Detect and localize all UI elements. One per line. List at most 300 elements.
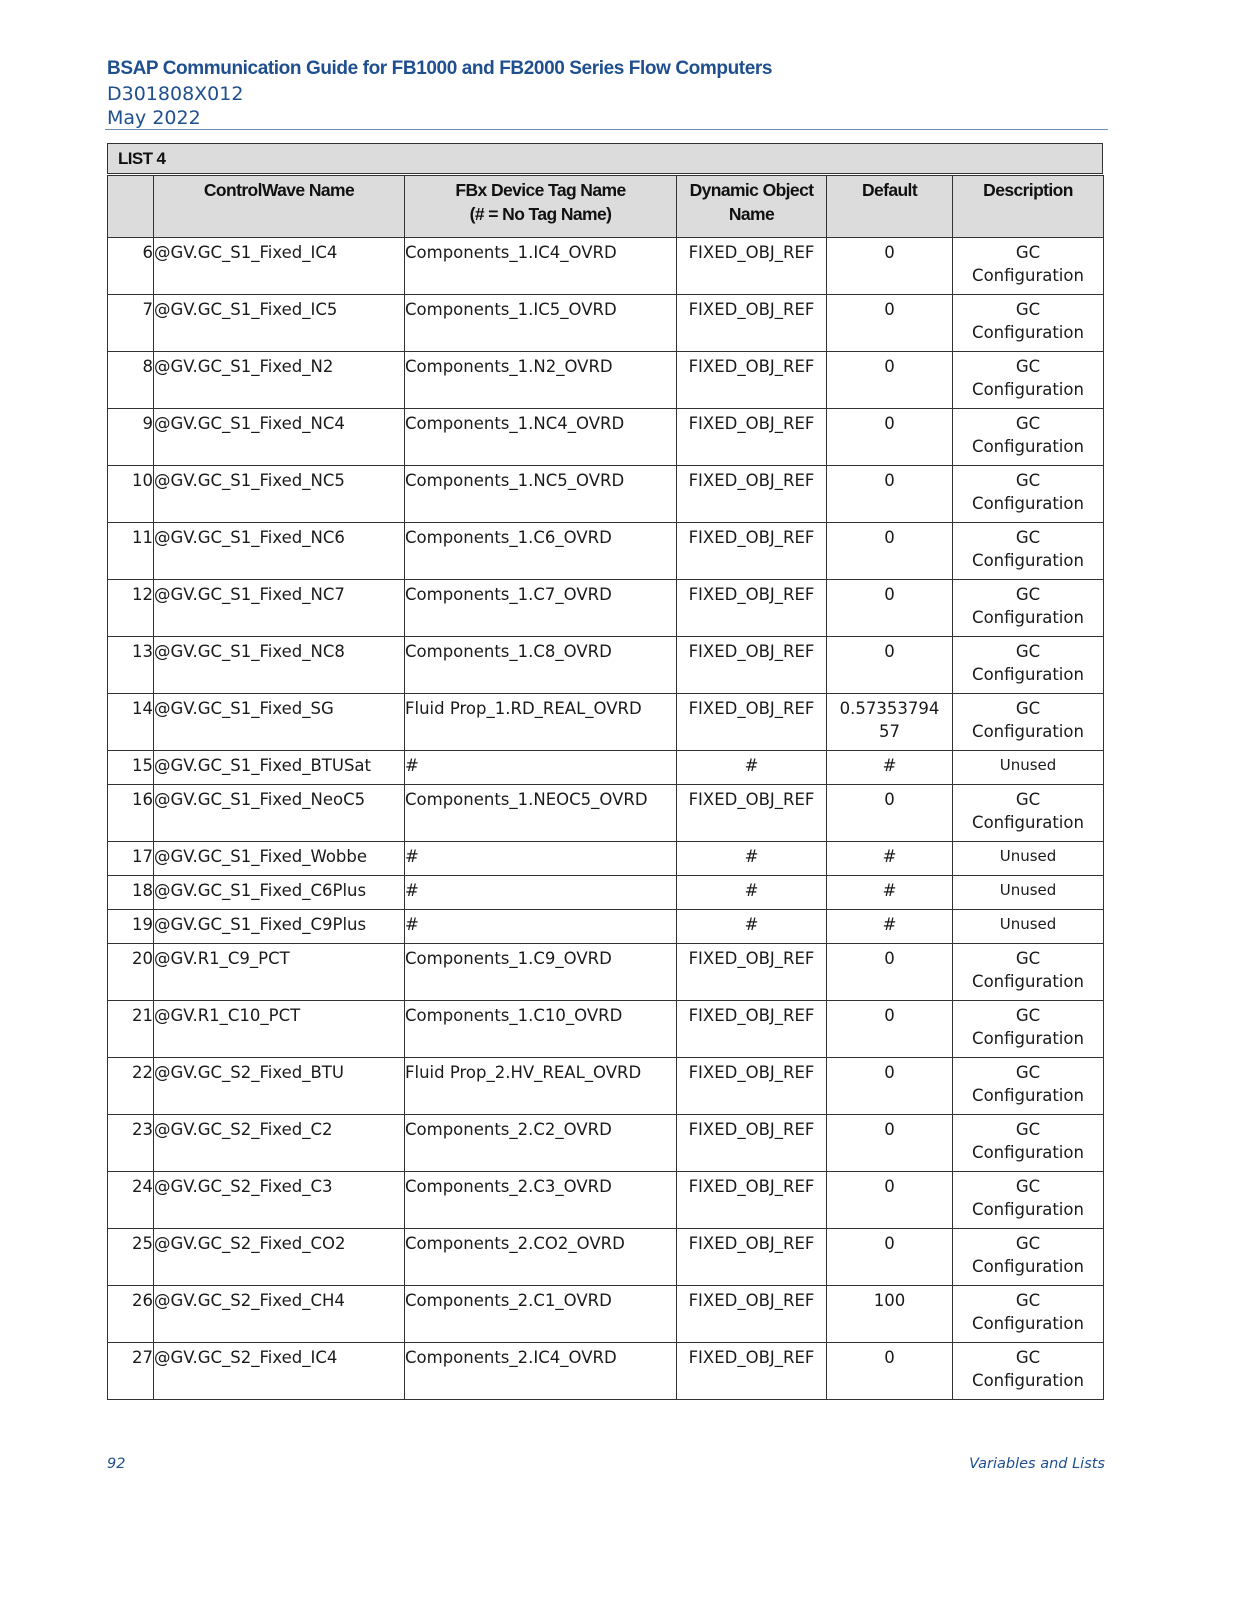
default-value-text: 0 [884,1006,895,1025]
description-text: GC [1015,1291,1041,1310]
default-value-text: # [882,756,897,775]
fbx-tag-name [405,1229,677,1286]
description [953,1229,1104,1286]
row-number-text: 12 [132,585,153,604]
dynamic-object-name-text: FIXED_OBJ_REF [688,1006,815,1025]
fbx-tag-name-text: Components_1.IC4_OVRD [405,243,617,262]
fbx-tag-name [405,523,677,580]
table-row [108,785,1104,842]
description [953,295,1104,352]
description-text: GC [1015,414,1041,433]
controlwave-name-text: @GV.GC_S1_Fixed_N2 [154,357,334,376]
default-value [827,580,953,637]
dynamic-object-name [677,352,827,409]
default-value-text: 0 [884,300,895,319]
fbx-tag-name-text: Components_1.NEOC5_OVRD [405,790,648,809]
controlwave-name [154,1229,405,1286]
dynamic-object-name [677,466,827,523]
row-number-text: 11 [132,528,153,547]
row-number-text: 9 [142,414,153,433]
controlwave-name [154,944,405,1001]
fbx-tag-name-text: Components_1.N2_OVRD [405,357,613,376]
fbx-tag-name-text: Components_2.C2_OVRD [405,1120,612,1139]
row-number [108,238,154,295]
fbx-tag-name [405,238,677,295]
default-value [827,751,953,785]
description [953,238,1104,295]
fbx-tag-name-text: Components_2.IC4_OVRD [405,1348,617,1367]
header-fbx-line2: (# = No Tag Name) [469,204,612,224]
description-text: Configuration [972,813,1084,832]
row-number [108,694,154,751]
description [953,580,1104,637]
controlwave-name [154,910,405,944]
dynamic-object-name-text: FIXED_OBJ_REF [688,790,815,809]
header-num [108,176,154,238]
description [953,637,1104,694]
fbx-tag-name-text: Components_1.NC4_OVRD [405,414,625,433]
dynamic-object-name [677,637,827,694]
description-text: GC [1015,585,1041,604]
header-default [827,176,953,238]
row-number [108,751,154,785]
fbx-tag-name [405,1115,677,1172]
dynamic-object-name-text: FIXED_OBJ_REF [688,1063,815,1082]
description [953,751,1104,785]
description-text: Configuration [972,608,1084,627]
table-row [108,694,1104,751]
row-number-text: 17 [132,847,153,866]
description-text: GC [1015,243,1041,262]
description-text: Configuration [972,323,1084,342]
default-value [827,785,953,842]
row-number [108,1172,154,1229]
variables-table [107,175,1104,1400]
dynamic-object-name-text: FIXED_OBJ_REF [688,1120,815,1139]
description [953,1001,1104,1058]
description-text: Unused [999,881,1057,899]
description [953,694,1104,751]
dynamic-object-name-text: FIXED_OBJ_REF [688,642,815,661]
controlwave-name [154,1343,405,1400]
fbx-tag-name [405,1058,677,1115]
description-text: Configuration [972,1314,1084,1333]
row-number-text: 10 [132,471,153,490]
dynamic-object-name [677,1343,827,1400]
dynamic-object-name [677,1286,827,1343]
table-row [108,523,1104,580]
row-number-text: 23 [132,1120,153,1139]
dynamic-object-name [677,751,827,785]
dynamic-object-name [677,1172,827,1229]
description-text: GC [1015,699,1041,718]
default-value [827,466,953,523]
controlwave-name-text: @GV.GC_S1_Fixed_NC6 [154,528,345,547]
dynamic-object-name-text: FIXED_OBJ_REF [688,528,815,547]
fbx-tag-name [405,842,677,876]
controlwave-name-text: @GV.GC_S1_Fixed_NC7 [154,585,345,604]
controlwave-name-text: @GV.R1_C10_PCT [154,1006,301,1025]
default-value-text: # [882,847,897,866]
table-row [108,409,1104,466]
description-text: GC [1015,1234,1041,1253]
description-text: GC [1015,1006,1041,1025]
row-number-text: 8 [142,357,153,376]
dynamic-object-name [677,1001,827,1058]
dynamic-object-name-text: # [744,756,759,775]
default-value [827,1001,953,1058]
controlwave-name-text: @GV.GC_S1_Fixed_C6Plus [154,881,367,900]
row-number [108,466,154,523]
default-value [827,1343,953,1400]
dynamic-object-name-text: FIXED_OBJ_REF [688,1291,815,1310]
fbx-tag-name-text: Components_1.C10_OVRD [405,1006,623,1025]
description [953,409,1104,466]
controlwave-name-text: @GV.GC_S2_Fixed_IC4 [154,1348,338,1367]
default-value-text: 0 [884,471,895,490]
dynamic-object-name [677,876,827,910]
controlwave-name [154,580,405,637]
row-number [108,523,154,580]
controlwave-name-text: @GV.GC_S1_Fixed_BTUSat [154,756,372,775]
dynamic-object-name-text: FIXED_OBJ_REF [688,585,815,604]
description-text: Configuration [972,665,1084,684]
fbx-tag-name-text: Components_1.C6_OVRD [405,528,612,547]
description-text: GC [1015,642,1041,661]
table-row [108,1229,1104,1286]
dynamic-object-name-text: FIXED_OBJ_REF [688,1348,815,1367]
row-number-text: 16 [132,790,153,809]
list-caption-label: LIST 4 [118,149,166,168]
description-text: Configuration [972,1257,1084,1276]
dynamic-object-name-text: FIXED_OBJ_REF [688,300,815,319]
dynamic-object-name [677,910,827,944]
controlwave-name-text: @GV.GC_S1_Fixed_Wobbe [154,847,368,866]
row-number [108,842,154,876]
table-row [108,1172,1104,1229]
row-number [108,910,154,944]
description-text: Configuration [972,1086,1084,1105]
description [953,876,1104,910]
header-default-label: Default [861,180,918,200]
page-number: 92 [107,1456,126,1472]
description [953,523,1104,580]
controlwave-name [154,295,405,352]
default-value [827,910,953,944]
dynamic-object-name [677,1229,827,1286]
controlwave-name [154,1115,405,1172]
controlwave-name [154,1286,405,1343]
row-number-text: 26 [132,1291,153,1310]
table-row [108,580,1104,637]
default-value [827,238,953,295]
row-number-text: 20 [132,949,153,968]
row-number-text: 18 [132,881,153,900]
dynamic-object-name-text: # [744,915,759,934]
controlwave-name [154,523,405,580]
fbx-tag-name [405,1172,677,1229]
description [953,352,1104,409]
controlwave-name-text: @GV.GC_S1_Fixed_NC8 [154,642,345,661]
controlwave-name-text: @GV.GC_S2_Fixed_BTU [154,1063,344,1082]
description-text: Configuration [972,266,1084,285]
table-row [108,466,1104,523]
fbx-tag-name-text: Components_1.NC5_OVRD [405,471,625,490]
section-name: Variables and Lists [969,1456,1105,1472]
fbx-tag-name [405,785,677,842]
default-value-text: 0 [884,243,895,262]
fbx-tag-name-text: # [405,915,419,934]
description [953,944,1104,1001]
row-number [108,1115,154,1172]
dynamic-object-name [677,1115,827,1172]
table-row [108,842,1104,876]
default-value [827,352,953,409]
controlwave-name [154,238,405,295]
header-description-label: Description [983,180,1073,200]
description [953,1172,1104,1229]
dynamic-object-name-text: FIXED_OBJ_REF [688,471,815,490]
row-number [108,409,154,466]
description-text: GC [1015,949,1041,968]
fbx-tag-name-text: Components_1.C9_OVRD [405,949,612,968]
default-value-text: 0 [884,357,895,376]
header-controlwave-label: ControlWave Name [203,180,355,200]
dynamic-object-name-text: # [744,881,759,900]
description-text: Configuration [972,1029,1084,1048]
controlwave-name [154,409,405,466]
row-number-text: 24 [132,1177,153,1196]
controlwave-name [154,1172,405,1229]
dynamic-object-name [677,238,827,295]
description [953,466,1104,523]
table-row [108,876,1104,910]
table-header-row [108,176,1104,238]
fbx-tag-name [405,352,677,409]
row-number-text: 19 [132,915,153,934]
default-value-text: 0 [884,642,895,661]
default-value-text: 0 [884,1177,895,1196]
description-text: GC [1015,1177,1041,1196]
description [953,910,1104,944]
default-value-text: 0 [884,528,895,547]
dynamic-object-name [677,580,827,637]
description-text: Unused [999,915,1057,933]
description-text: Configuration [972,551,1084,570]
fbx-tag-name [405,910,677,944]
description-text: GC [1015,300,1041,319]
default-value [827,694,953,751]
dynamic-object-name [677,842,827,876]
fbx-tag-name-text: # [405,881,419,900]
document-number: D301808X012 [107,83,244,105]
default-value-text: 0 [884,585,895,604]
table-row [108,944,1104,1001]
dynamic-object-name-text: FIXED_OBJ_REF [688,357,815,376]
controlwave-name [154,785,405,842]
fbx-tag-name [405,1286,677,1343]
header-dynamic-line2: Name [728,204,775,224]
description-text: Configuration [972,1143,1084,1162]
header-fbx-tag-name [405,176,677,238]
table-row [108,1115,1104,1172]
document-title: BSAP Communication Guide for FB1000 and FB2000 Series Flow Computers [107,58,773,79]
fbx-tag-name [405,1001,677,1058]
default-value [827,295,953,352]
controlwave-name-text: @GV.GC_S1_Fixed_SG [154,699,334,718]
default-value-text: 0 [884,1063,895,1082]
default-value-text: # [882,881,897,900]
dynamic-object-name-text: FIXED_OBJ_REF [688,1234,815,1253]
table-row [108,751,1104,785]
description-text: Configuration [972,1371,1084,1390]
table-row [108,295,1104,352]
description-text: GC [1015,1120,1041,1139]
description [953,842,1104,876]
default-value [827,523,953,580]
fbx-tag-name [405,580,677,637]
header-dynamic-line1: Dynamic Object [689,180,814,200]
dynamic-object-name [677,694,827,751]
table-body [108,238,1104,1400]
row-number [108,352,154,409]
description [953,1115,1104,1172]
row-number [108,580,154,637]
controlwave-name-text: @GV.GC_S1_Fixed_IC5 [154,300,338,319]
controlwave-name [154,1001,405,1058]
row-number [108,1001,154,1058]
row-number-text: 13 [132,642,153,661]
dynamic-object-name [677,785,827,842]
row-number [108,944,154,1001]
controlwave-name [154,1058,405,1115]
header-dynamic-object [677,176,827,238]
controlwave-name-text: @GV.GC_S2_Fixed_C3 [154,1177,333,1196]
default-value [827,1229,953,1286]
row-number-text: 27 [132,1348,153,1367]
default-value-text: 57 [879,722,900,741]
header-divider [105,129,1108,130]
table-row [108,910,1104,944]
controlwave-name-text: @GV.GC_S2_Fixed_CH4 [154,1291,345,1310]
controlwave-name [154,694,405,751]
default-value [827,842,953,876]
header-fbx-line1: FBx Device Tag Name [455,180,626,200]
fbx-tag-name-text: Components_1.C8_OVRD [405,642,612,661]
table-row [108,1343,1104,1400]
controlwave-name [154,352,405,409]
dynamic-object-name-text: FIXED_OBJ_REF [688,1177,815,1196]
table-row [108,1001,1104,1058]
fbx-tag-name [405,295,677,352]
controlwave-name-text: @GV.GC_S2_Fixed_C2 [154,1120,333,1139]
fbx-tag-name [405,694,677,751]
description [953,1058,1104,1115]
document-date: May 2022 [107,107,201,129]
table-row [108,238,1104,295]
description-text: GC [1015,357,1041,376]
default-value [827,1058,953,1115]
row-number [108,785,154,842]
fbx-tag-name-text: Components_2.C3_OVRD [405,1177,612,1196]
dynamic-object-name-text: # [744,847,759,866]
row-number-text: 6 [142,243,153,262]
row-number-text: 7 [142,300,153,319]
description-text: Configuration [972,972,1084,991]
default-value [827,876,953,910]
controlwave-name-text: @GV.GC_S1_Fixed_NC5 [154,471,345,490]
controlwave-name-text: @GV.R1_C9_PCT [154,949,290,968]
dynamic-object-name [677,1058,827,1115]
fbx-tag-name-text: Components_1.C7_OVRD [405,585,612,604]
fbx-tag-name [405,409,677,466]
default-value-text: 0 [884,1234,895,1253]
fbx-tag-name-text: # [405,756,419,775]
default-value [827,944,953,1001]
row-number-text: 14 [132,699,153,718]
dynamic-object-name-text: FIXED_OBJ_REF [688,243,815,262]
default-value-text: 0 [884,414,895,433]
fbx-tag-name-text: Components_2.CO2_OVRD [405,1234,625,1253]
controlwave-name [154,466,405,523]
controlwave-name [154,751,405,785]
list-caption [107,143,1103,174]
description-text: GC [1015,1348,1041,1367]
row-number [108,1058,154,1115]
default-value-text: # [882,915,897,934]
default-value-text: 0 [884,949,895,968]
dynamic-object-name [677,409,827,466]
description-text: Configuration [972,437,1084,456]
row-number [108,1286,154,1343]
header-controlwave-name [154,176,405,238]
row-number [108,876,154,910]
table-row [108,637,1104,694]
table-row [108,1286,1104,1343]
fbx-tag-name [405,1343,677,1400]
controlwave-name-text: @GV.GC_S1_Fixed_NeoC5 [154,790,366,809]
fbx-tag-name [405,876,677,910]
controlwave-name [154,842,405,876]
controlwave-name [154,637,405,694]
fbx-tag-name [405,466,677,523]
table-row [108,352,1104,409]
default-value [827,637,953,694]
dynamic-object-name [677,944,827,1001]
fbx-tag-name [405,751,677,785]
description-text: GC [1015,471,1041,490]
row-number-text: 21 [132,1006,153,1025]
fbx-tag-name [405,944,677,1001]
default-value [827,1286,953,1343]
description-text: Configuration [972,722,1084,741]
description-text: Unused [999,847,1057,865]
default-value [827,409,953,466]
description [953,1343,1104,1400]
default-value-text: 0 [884,1120,895,1139]
header-description [953,176,1104,238]
fbx-tag-name-text: Components_1.IC5_OVRD [405,300,617,319]
fbx-tag-name-text: Fluid Prop_1.RD_REAL_OVRD [405,699,642,718]
fbx-tag-name-text: Components_2.C1_OVRD [405,1291,612,1310]
table-row [108,1058,1104,1115]
description-text: GC [1015,528,1041,547]
dynamic-object-name [677,295,827,352]
row-number-text: 22 [132,1063,153,1082]
description-text: GC [1015,1063,1041,1082]
description [953,1286,1104,1343]
dynamic-object-name-text: FIXED_OBJ_REF [688,949,815,968]
